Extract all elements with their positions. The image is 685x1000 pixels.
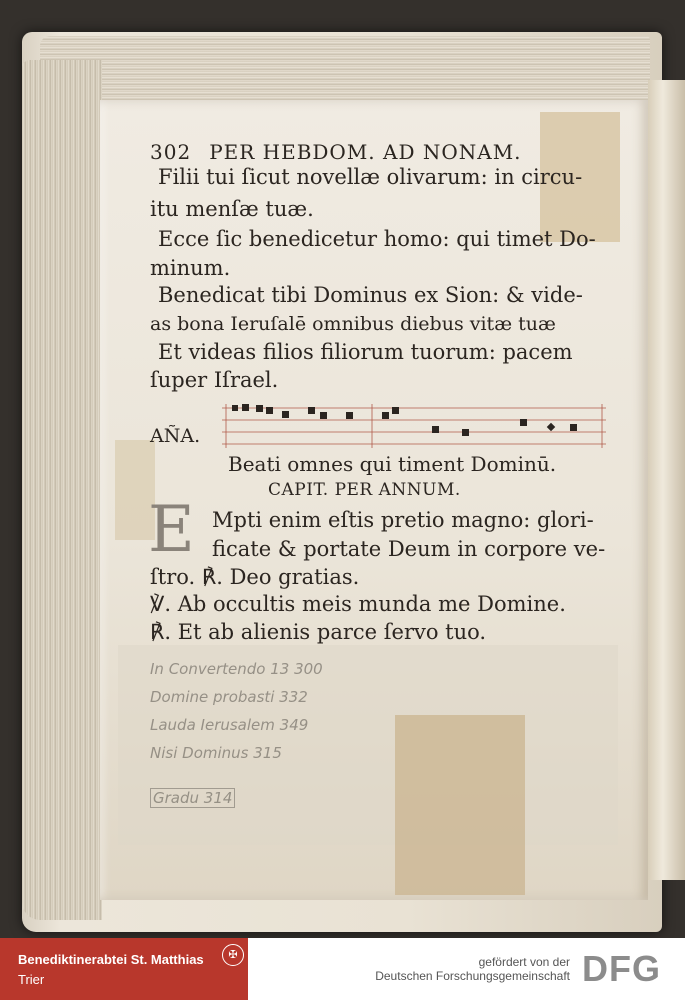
footer-bar <box>0 938 685 1000</box>
text-line: itu menſæ tuæ. <box>150 197 314 221</box>
page-edges-top <box>40 36 650 106</box>
text-line: Et videas filios filiorum tuorum: pacem <box>158 340 573 364</box>
pencil-note: Nisi Dominus 315 <box>150 744 282 762</box>
running-head: PER HEBDOM. AD NONAM. <box>209 140 522 164</box>
music-staff <box>222 402 606 450</box>
pencil-note: Gradu 314 <box>150 788 235 808</box>
funding-text <box>375 955 570 983</box>
chapter-line: ℣. Ab occultis meis munda me Domine. <box>150 592 566 616</box>
text-line: Filii tui ſicut novellæ olivarum: in circu- <box>158 165 583 189</box>
page-edges-side <box>22 60 102 920</box>
paper-patch <box>395 715 525 895</box>
funding-line: gefördert von der <box>478 955 570 969</box>
text-line: Benedicat tibi Dominus ex Sion: & vide- <box>158 283 583 307</box>
chapter-line: ℟. Et ab alienis parce ſervo tuo. <box>150 620 487 644</box>
chapter-line: ficate & portate Deum in corpore ve- <box>212 537 606 561</box>
chapter-heading: CAPIT. PER ANNUM. <box>268 480 461 500</box>
chapter-line: Mpti enim eſtis pretio magno: glori- <box>212 508 594 532</box>
antiphon-label: AÑA. <box>150 425 201 447</box>
abbey-logo-icon: ✠ <box>222 944 244 966</box>
dfg-logo[interactable]: DFG <box>582 948 661 989</box>
text-line: ſuper Iſrael. <box>150 368 279 392</box>
pencil-note: Lauda Ierusalem 349 <box>150 716 309 734</box>
institution-city: Trier <box>18 972 45 987</box>
funding-line: Deutschen Forschungsgemeinschaft <box>375 969 570 983</box>
text-line: minum. <box>150 256 231 280</box>
pencil-note: Domine probasti 332 <box>150 688 308 706</box>
pencil-note: In Convertendo 13 300 <box>150 660 323 678</box>
page-number: 302 <box>150 140 192 164</box>
institution-name: Benediktinerabtei St. Matthias <box>18 952 204 967</box>
page-header <box>150 140 522 164</box>
decorated-initial: E <box>148 493 195 567</box>
antiphon-text: Beati omnes qui timent Dominū. <box>228 452 557 476</box>
facing-page-edge <box>648 80 685 880</box>
chapter-line: ſtro. ℟. Deo gratias. <box>150 565 360 589</box>
text-line: Ecce ſic benedicetur homo: qui timet Do- <box>158 227 596 251</box>
institution-banner[interactable] <box>0 938 248 1000</box>
text-line: as bona Ieruſalē omnibus diebus vitæ tuæ <box>150 313 556 335</box>
